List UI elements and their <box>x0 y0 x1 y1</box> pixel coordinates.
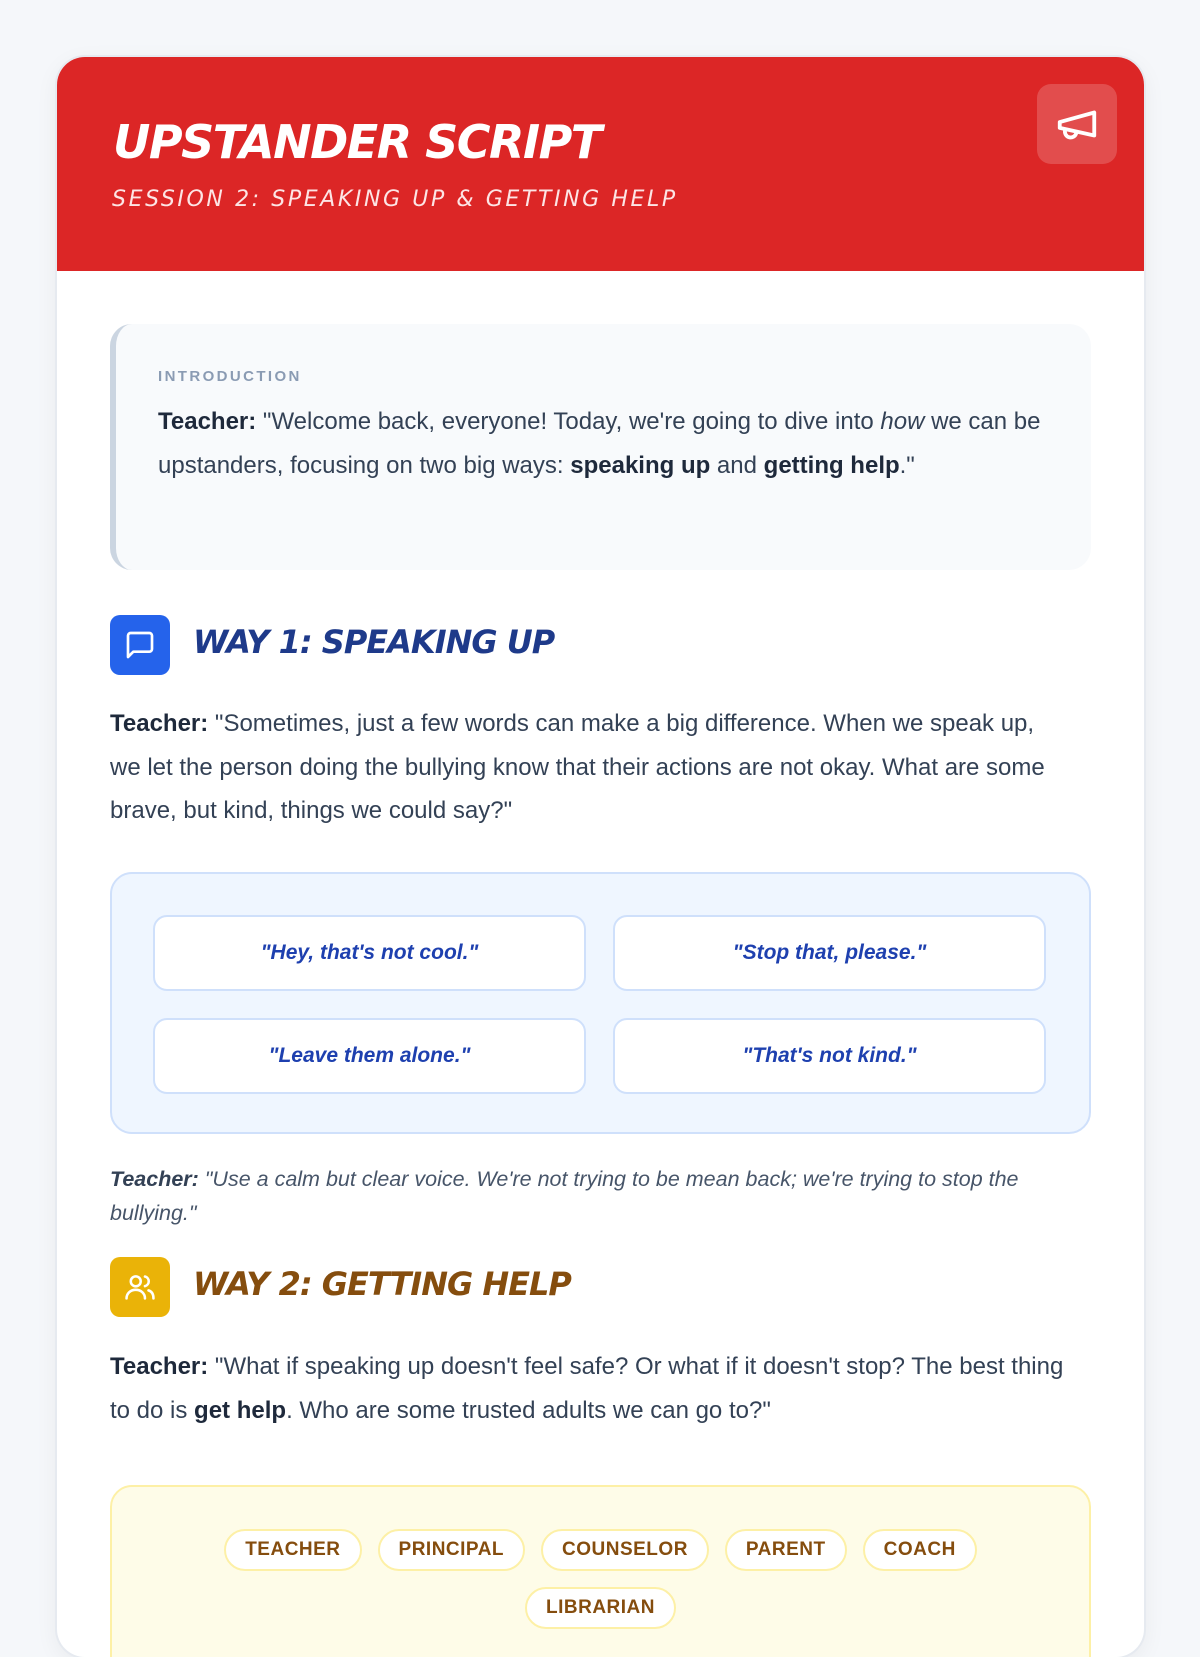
phrases-panel <box>110 872 1091 1134</box>
way2-icon-badge <box>110 1257 170 1317</box>
adult-tag: PRINCIPAL <box>378 1529 525 1571</box>
intro-text-part: and <box>710 451 764 479</box>
way1-note-text: "Use a calm but clear voice. We're not trying to be mean back; we're trying to stop the bullying." <box>110 1167 1019 1225</box>
speech-bubble-icon <box>124 629 156 661</box>
way1-icon-badge <box>110 615 170 675</box>
way2-text-part: . Who are some trusted adults we can go to?" <box>286 1396 771 1424</box>
intro-text-part: "Welcome back, everyone! Today, we're going to dive into <box>256 408 881 435</box>
trusted-adults-panel <box>110 1485 1091 1657</box>
intro-text-part: ." <box>899 451 915 479</box>
introduction-text <box>158 400 1053 487</box>
introduction-box <box>110 324 1091 570</box>
speaker-label: Teacher: <box>110 710 209 737</box>
way1-title: WAY 1: SPEAKING UP <box>193 623 555 661</box>
adult-tag: TEACHER <box>224 1529 361 1571</box>
way2-keyword: get help <box>194 1396 287 1424</box>
page-title: UPSTANDER SCRIPT <box>113 115 601 169</box>
way1-text: "Sometimes, just a few words can make a big difference. When we speak up, we let the person doing the bullying know that their actions are not okay. What are some brave, but kind, things we could say?" <box>110 710 1045 824</box>
way1-paragraph <box>110 702 1070 833</box>
phrase-card: "Leave them alone." <box>153 1018 586 1094</box>
megaphone-icon <box>1054 101 1100 147</box>
way1-note <box>110 1162 1070 1230</box>
speaker-label: Teacher: <box>158 408 257 435</box>
phrase-card: "Stop that, please." <box>613 915 1046 991</box>
script-card <box>57 57 1144 1657</box>
intro-text-part: we can be upstanders, focusing on two big ways: <box>158 408 1041 479</box>
adult-tag: LIBRARIAN <box>525 1587 676 1629</box>
way2-paragraph <box>110 1345 1070 1432</box>
phrase-card: "Hey, that's not cool." <box>153 915 586 991</box>
intro-emphasis: how <box>880 408 925 435</box>
way2-title: WAY 2: GETTING HELP <box>193 1265 571 1303</box>
script-header <box>57 57 1144 271</box>
megaphone-button[interactable] <box>1037 84 1117 164</box>
introduction-label: INTRODUCTION <box>158 368 302 385</box>
phrase-card: "That's not kind." <box>613 1018 1046 1094</box>
adult-tag: COUNSELOR <box>541 1529 709 1571</box>
users-icon <box>123 1270 157 1304</box>
session-subtitle: SESSION 2: SPEAKING UP & GETTING HELP <box>112 187 678 212</box>
way2-text-part: "What if speaking up doesn't feel safe? Or what if it doesn't stop? The best thing to do is <box>110 1353 1064 1424</box>
trusted-adults-list <box>112 1529 1089 1629</box>
intro-keyword: speaking up <box>570 451 711 479</box>
intro-keyword: getting help <box>763 451 900 479</box>
adult-tag: PARENT <box>725 1529 847 1571</box>
adult-tag: COACH <box>863 1529 977 1571</box>
speaker-label: Teacher: <box>110 1353 209 1380</box>
speaker-label: Teacher: <box>110 1167 199 1191</box>
